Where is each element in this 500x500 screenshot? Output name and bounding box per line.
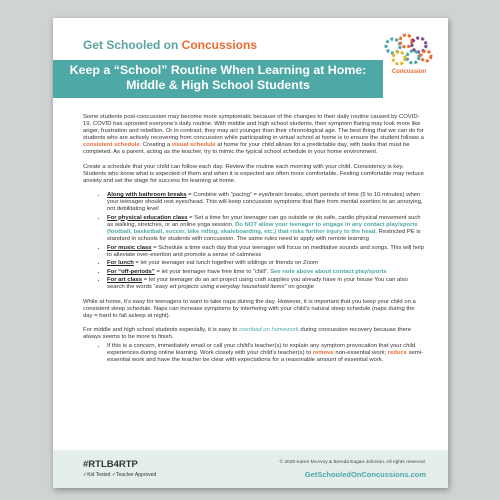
list-item-label: For art class: [107, 277, 143, 284]
list-item-label: For “off-periods”: [107, 268, 155, 275]
title-banner: [53, 60, 383, 98]
highlight-reduce: reduce: [387, 350, 408, 357]
list-item-label: Along with bathroom breaks: [107, 191, 187, 198]
homework-text-a: For middle and high school students especially, it is easy to: [83, 326, 240, 333]
list-item-pe: [107, 215, 425, 243]
homework-paragraph: [83, 327, 425, 341]
footer-copyright: © 2020 Karen McAvoy & Brenda Eagan-Johnson. All rights reserved.: [279, 460, 426, 465]
list-item-text: = let your teenager have free time to “chill”.: [154, 268, 271, 275]
intro-text-c: . Creating a: [139, 142, 172, 149]
teacher-text-a: If this is a concern, immediately email or call your child’s teacher(s) to explain any symptom provocation that your child experiences during online learning. Work closely with your child’s teacher(s) to: [107, 343, 416, 357]
homework-text-c: during concussion recovery because there always seems to be more to finish.: [83, 326, 412, 340]
schedule-list: [83, 192, 425, 292]
title-line-1: Keep a “School” Routine When Learning at Home:: [69, 63, 367, 77]
intro-text-e: at home for your child allows for a predictable day, with tasks that must be completed. As a parent, acting as the teacher, try to mimic the typical school schedule in your home environment.: [83, 142, 410, 156]
body-content: [83, 114, 425, 371]
homework-highlight: overload on homework: [239, 326, 299, 333]
teacher-text-e: semi-essential work and have the teacher be clear with expectations for a reasonable amount of essential work.: [107, 350, 424, 364]
highlight-remove: remove: [312, 350, 334, 357]
list-item-label: For lunch: [107, 260, 134, 267]
footer-tagline: ✓Kid Tested ✓Teacher Approved: [83, 472, 157, 478]
brain-gears-icon: [379, 32, 439, 76]
list-item-bathroom: [107, 192, 425, 213]
list-item-text: = Combine with “pacing” = eye/brain breaks, short periods of time (5 to 10 minutes) when your teenager should rest eyes/head. This will keep concussion symptoms that flare from mental exertion to an annoying, not debilitating level: [107, 191, 423, 213]
footer-hashtag: #RTLB4RTP: [83, 459, 138, 470]
brand-text: Get Schooled on: [83, 38, 182, 52]
list-item-text: = Schedule a time each day that your teenager will focus on meditative sounds and songs. This will help to alleviate over-exertion and promote a sense of calmness: [107, 244, 425, 258]
brain-gears-logo: [379, 32, 439, 76]
list-item-label: For music class: [107, 244, 152, 251]
list-item-text: Restricted PE is standard in schools for students with concussion. The same rules need to apply with remote learning: [107, 228, 421, 242]
intro-highlight-schedule: consistent schedule: [83, 142, 140, 149]
teacher-list: [83, 343, 425, 364]
search-phrase: easy art projects using everyday household items: [155, 284, 285, 291]
list-item-art: [107, 277, 425, 291]
brand-accent: Concussions: [181, 38, 258, 52]
list-item-text: = let your teenager do an art project using craft supplies you already have in your house You can also search the words “: [107, 277, 408, 291]
teacher-text-c: non-essential work;: [333, 350, 388, 357]
intro-text-a: Some students post-concussion may become more symptomatic because of the changes to their daily routine caused by COVID-19. COVID has uprooted everyone’s daily routine. With middle and high school students, their symptom flaring may look more like anger, frustration and rebellion. Or in contrast, they may act younger than their chronological age. The best thing that we can do for students who are actively recovering from concussion while participating in virtual school at home is to ensure the student follows a: [83, 114, 424, 142]
schedule-paragraph: Create a schedule that your child can follow each day. Review the routine each morning with your child. Consistency is key. Students who know what is expected of them and when it is expected are often more comfortable. Feeling comfortable may reduce anxiety and set the stage for success for learning at home.: [83, 163, 424, 184]
list-item-teacher: [107, 343, 425, 364]
list-item-lunch: [107, 260, 425, 267]
contact-sports-warning: Do NOT allow your teenager to engage in any contact play/sports (football, basketball, soccer, bike riding, skateboarding, etc.) that risks further injury to the head.: [107, 221, 418, 235]
footer-website-link[interactable]: GetSchooledOnConcussions.com: [304, 470, 426, 479]
brand-title: [83, 38, 257, 52]
intro-highlight-visual: visual schedule: [171, 142, 216, 149]
list-item-music: [107, 245, 425, 259]
naps-paragraph: While at home, it’s easy for teenagers to want to take naps during the day. However, it is important that you keep your child on a consistent sleep schedule. Naps can increase symptoms by interfering with your child’s natural sleep schedule (naps during the day = hard to fall asleep at night).: [83, 298, 416, 319]
title-line-2: Middle & High School Students: [126, 78, 310, 92]
page-footer: [53, 450, 448, 488]
see-note-link[interactable]: See note above about contact play/sports: [270, 268, 387, 275]
list-item-text: = let your teenager eat lunch together with siblings or friends on Zoom: [133, 260, 319, 267]
document-page: [53, 18, 448, 488]
list-item-label: For physical education class: [107, 214, 188, 221]
intro-paragraph: [83, 114, 425, 157]
list-item-off-periods: [107, 269, 425, 276]
list-item-text: = Set a time for your teenager can go outside or do safe, cardio physical movement such as walking, stretches, or an online yoga session.: [107, 214, 421, 228]
list-item-text: ” on google: [284, 284, 314, 291]
logo-text: Concussion: [391, 69, 427, 75]
